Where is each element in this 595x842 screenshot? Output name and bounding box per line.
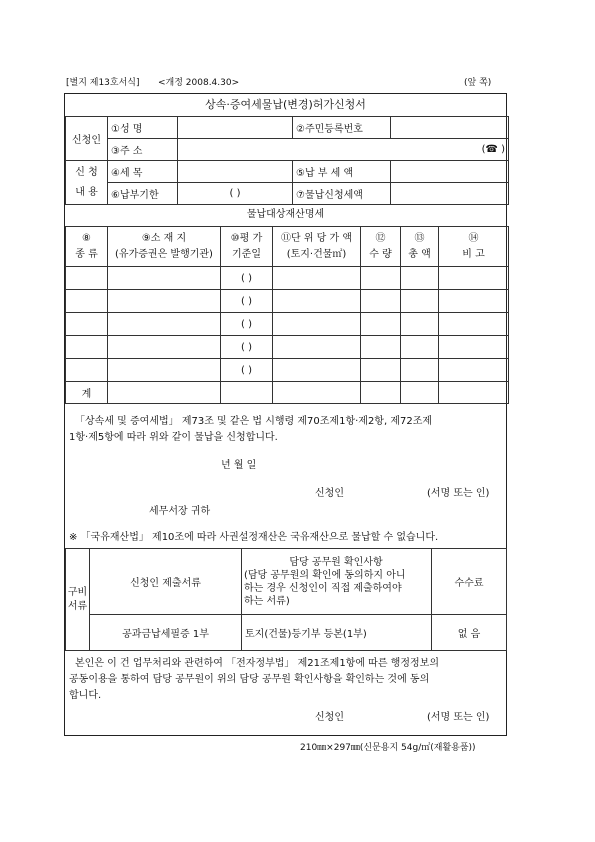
col-header-total: ⑬ 총 액 (401, 227, 439, 267)
date-line: 년 월 일 (221, 460, 257, 471)
rrn-field[interactable] (391, 117, 509, 139)
property-row (66, 290, 509, 313)
content-label-line1: 신 청 (75, 166, 98, 178)
consent-sign-note: (서명 또는 인) (427, 712, 490, 723)
col-header-quantity: ⑫ 수 량 (361, 227, 401, 267)
phone-label: (☎ ) (481, 144, 505, 155)
consent-signer-label: 신청인 (315, 712, 344, 723)
valuation-date-cell[interactable]: ( ) (221, 313, 273, 336)
property-total-row (66, 382, 509, 404)
total-label: 계 (66, 382, 108, 404)
consent-line-3: 합니다. (69, 690, 102, 701)
address-field[interactable] (178, 139, 509, 161)
content-section-label (66, 161, 108, 205)
address-label: ③주 소 (108, 139, 178, 161)
statement-line-2: 1항·제5항에 따라 위와 같이 물납을 신청합니다. (69, 432, 278, 443)
name-field[interactable] (178, 117, 293, 139)
valuation-date-cell[interactable]: ( ) (221, 336, 273, 359)
notice-text: ※ 「국유재산법」 제10조에 따라 사권설정재산은 국유재산으로 물납할 수 없습니다. (69, 532, 439, 543)
property-section-title: 물납대상재산명세 (65, 204, 506, 227)
documents-section-label: 구비서류 (66, 549, 90, 651)
valuation-date-cell[interactable]: ( ) (221, 290, 273, 313)
page-side-label: (앞 쪽) (464, 78, 492, 88)
paper-spec-footer: 210㎜×297㎜(신문용지 54g/㎡(재활용품)) (300, 743, 476, 753)
deadline-label: ⑥납부기한 (108, 183, 178, 205)
property-row (66, 267, 509, 290)
statement-line-1: 「상속세 및 증여세법」 제73조 및 같은 법 시행령 제70조제1항·제2항, 제72조제 (75, 416, 433, 427)
property-table (65, 226, 509, 404)
rrn-label: ②주민등록번호 (293, 117, 391, 139)
statement-sign-note: (서명 또는 인) (427, 488, 490, 499)
requested-amount-field[interactable] (391, 183, 509, 205)
form-frame (64, 93, 507, 736)
property-row (66, 336, 509, 359)
applicant-docs-header: 신청인 제출서류 (90, 549, 242, 615)
content-label-line2: 내 용 (75, 186, 98, 198)
tax-item-field[interactable] (178, 161, 293, 183)
name-label: ①성 명 (108, 117, 178, 139)
fee-value: 없 음 (432, 615, 507, 651)
tax-item-label: ④세 목 (108, 161, 178, 183)
consent-line-2: 공동이용을 통하여 담당 공무원이 위의 담당 공무원 확인사항을 확인하는 것에 동의 (69, 674, 430, 685)
col-header-location: ⑨소 재 지 (유가증권은 발행기관) (108, 227, 221, 267)
applicant-section-label: 신청인 (66, 117, 108, 161)
tax-amount-field[interactable] (391, 161, 509, 183)
consent-line-1: 본인은 이 건 업무처리와 관련하여 「전자정부법」 제21조제1항에 따른 행정정보의 (75, 658, 439, 669)
applicant-doc-item: 공과금납세필증 1부 (90, 615, 242, 651)
col-header-valuation-date: ⑩평 가 기준일 (221, 227, 273, 267)
property-row (66, 313, 509, 336)
property-header-row (66, 227, 509, 267)
col-header-type: ⑧ 종 류 (66, 227, 108, 267)
col-header-remarks: ⑭ 비 고 (439, 227, 509, 267)
valuation-date-cell[interactable]: ( ) (221, 267, 273, 290)
deadline-field[interactable]: ( ) (178, 183, 293, 205)
official-doc-item: 토지(건물)등기부 등본(1부) (242, 615, 432, 651)
tax-amount-label: ⑤납 부 세 액 (293, 161, 391, 183)
col-header-unit-price: ⑪단 위 당 가 액 (토지·건물㎡) (273, 227, 361, 267)
fee-header: 수수료 (432, 549, 507, 615)
valuation-date-cell[interactable]: ( ) (221, 359, 273, 382)
revision-note: <개정 2008.4.30> (158, 78, 240, 88)
official-docs-header: 담당 공무원 확인사항 (담당 공무원의 확인에 동의하지 아니 하는 경우 신청인이 직접 제출하여야 하는 서류) (242, 549, 432, 615)
applicant-table (65, 116, 509, 205)
recipient-label: 세무서장 귀하 (149, 506, 211, 517)
documents-table (65, 548, 507, 651)
requested-amount-label: ⑦물납신청세액 (293, 183, 391, 205)
form-title: 상속·증여세물납(변경)허가신청서 (65, 94, 506, 117)
property-row (66, 359, 509, 382)
form-number: [별지 제13호서식] (66, 78, 140, 88)
statement-signer-label: 신청인 (315, 488, 344, 499)
